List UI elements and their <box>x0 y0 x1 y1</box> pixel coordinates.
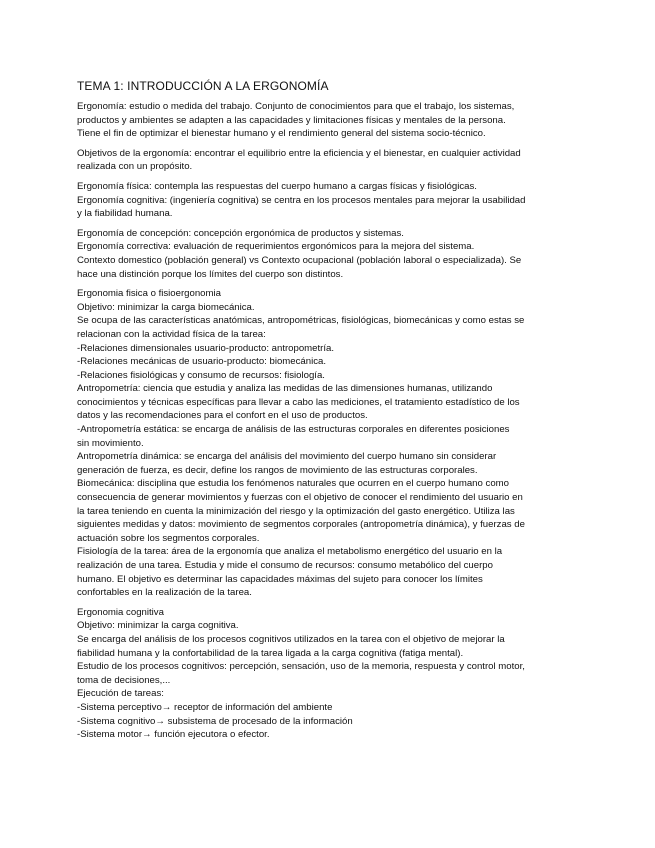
text-line: -Relaciones mecánicas de usuario-producto: biomecánica. <box>77 356 327 368</box>
text-line: Tiene el fin de optimizar el bienestar humano y el rendimiento general del sistema socio-técnico. <box>77 128 486 140</box>
text-line: -Relaciones dimensionales usuario-producto: antropometría. <box>77 342 335 354</box>
document-body <box>77 100 581 742</box>
text-line: conocimientos y técnicas específicas para llevar a cabo las mediciones, el tratamiento estadístico de los <box>77 396 520 408</box>
text-line: -Sistema perceptivo→ receptor de información del ambiente <box>77 701 333 713</box>
text-line: sin movimiento. <box>77 437 144 449</box>
text-line: Antropometría: ciencia que estudia y analiza las medidas de las dimensiones humanas, utilizando <box>77 383 493 395</box>
text-line: Ergonomía: estudio o medida del trabajo. Conjunto de conocimientos para que el trabajo, los sistemas, <box>77 101 515 112</box>
text-line: Se encarga del análisis de los procesos cognitivos utilizados en la tarea con el objetivo de mejorar la <box>77 633 505 645</box>
paragraph <box>77 180 581 221</box>
text-line: Fisiología de la tarea: área de la ergonomía que analiza el metabolismo energético del usuario en la <box>77 546 503 558</box>
text-line: Biomecánica: disciplina que estudia los fenómenos naturales que ocurren en el cuerpo humano como <box>77 478 509 490</box>
paragraph <box>77 606 581 742</box>
paragraph <box>77 147 581 174</box>
text-line: Objetivo: minimizar la carga cognitiva. <box>77 620 239 632</box>
text-line: y la fiabilidad humana. <box>77 208 173 220</box>
text-line: Ergonomía física: contempla las respuestas del cuerpo humano a cargas físicas y fisiológicas. <box>77 180 477 192</box>
text-line: Objetivos de la ergonomía: encontrar el equilibrio entre la eficiencia y el bienestar, en cualquier actividad <box>77 147 521 159</box>
text-line: relacionan con la actividad física de la tarea: <box>77 328 266 340</box>
text-line: Ergonomía de concepción: concepción ergonómica de productos y sistemas. <box>77 227 404 239</box>
text-line: Ergonomia cognitiva <box>77 606 164 618</box>
text-line: confortables en la realización de la tarea. <box>77 587 252 599</box>
text-line: Estudio de los procesos cognitivos: percepción, sensación, uso de la memoria, respuesta y control motor, <box>77 661 525 673</box>
document-title: TEMA 1: INTRODUCCIÓN A LA ERGONOMÍA <box>77 79 329 93</box>
text-line: Ergonomía correctiva: evaluación de requerimientos ergonómicos para la mejora del sistema. <box>77 241 475 253</box>
text-line: -Antropometría estática: se encarga de análisis de las estructuras corporales en diferentes posiciones <box>77 424 510 436</box>
text-line: hace una distinción porque los límites del cuerpo son distintos. <box>77 268 344 280</box>
text-line: -Relaciones fisiológicas y consumo de recursos: fisiología. <box>77 369 325 381</box>
text-line: fiabilidad humana y la confortabilidad de la tarea ligada a la carga cognitiva (fatiga mental). <box>77 647 464 659</box>
text-line: Ergonomía cognitiva: (ingeniería cognitiva) se centra en los procesos mentales para mejorar la usabilidad <box>77 194 526 206</box>
paragraph <box>77 287 581 600</box>
document-page <box>77 78 581 748</box>
text-line: actuación sobre los segmentos corporales. <box>77 532 260 544</box>
text-line: la tarea teniendo en cuenta la minimización del riesgo y la optimización del gasto energético. Utiliza las <box>77 505 515 517</box>
text-line: humano. El objetivo es determinar las capacidades máximas del sujeto para conocer los límites <box>77 573 483 585</box>
text-line: productos y ambientes se adapten a las capacidades y limitaciones físicas y mentales de la persona. <box>77 114 506 126</box>
paragraph <box>77 100 581 141</box>
text-line: Objetivo: minimizar la carga biomecánica. <box>77 301 255 313</box>
text-line: -Sistema cognitivo→ subsistema de procesado de la información <box>77 715 353 727</box>
text-line: -Sistema motor→ función ejecutora o efector. <box>77 729 270 741</box>
text-line: consecuencia de generar movimientos y fuerzas con el objetivo de conocer el rendimiento del usuario en <box>77 492 523 504</box>
text-line: Ejecución de tareas: <box>77 688 164 700</box>
text-line: Contexto domestico (población general) vs Contexto ocupacional (población laboral o especializada). Se <box>77 254 522 266</box>
text-line: Antropometría dinámica: se encarga del análisis del movimiento del cuerpo humano sin considerar <box>77 451 497 463</box>
text-line: siguientes medidas y datos: movimiento de segmentos corporales (antropometría dinámica), y fuerzas de <box>77 519 525 531</box>
text-line: datos y las recomendaciones para el confort en el uso de productos. <box>77 410 368 422</box>
text-line: realización de una tarea. Estudia y mide el consumo de recursos: consumo metabólico del cuerpo <box>77 560 493 571</box>
text-line: realizada con un propósito. <box>77 161 193 173</box>
text-line: toma de decisiones,... <box>77 674 171 686</box>
paragraph <box>77 227 581 281</box>
text-line: generación de fuerza, es decir, define los rangos de movimiento de las estructuras corporales. <box>77 464 478 476</box>
text-line: Se ocupa de las características anatómicas, antropométricas, fisiológicas, biomecánicas y como estas se <box>77 315 525 327</box>
text-line: Ergonomia fisica o fisioergonomia <box>77 288 221 300</box>
